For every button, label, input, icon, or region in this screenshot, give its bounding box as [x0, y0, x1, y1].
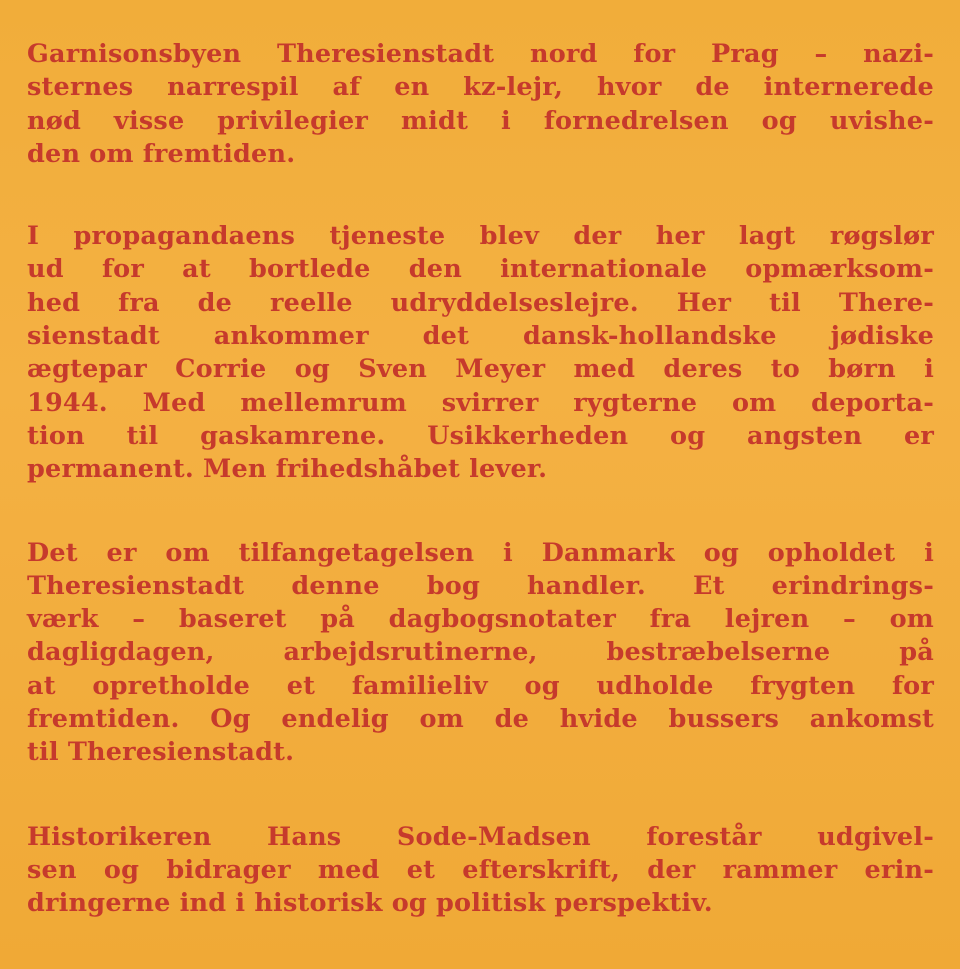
text-line: ud for at bortlede den internationale opmærksom-	[27, 254, 934, 285]
text-line: nød visse privilegier midt i fornedrelsen og uvishe-	[27, 105, 934, 136]
text-line: den om fremtiden.	[27, 138, 296, 169]
text-line: Theresienstadt denne bog handler. Et erindrings-	[27, 570, 934, 601]
text-line: sternes narrespil af en kz-lejr, hvor de internerede	[27, 72, 934, 103]
text-line: permanent. Men frihedshåbet lever.	[27, 454, 548, 485]
text-line: 1944. Med mellemrum svirrer rygterne om deporta-	[27, 387, 934, 418]
text-line: fremtiden. Og endelig om de hvide bussers ankomst	[27, 704, 934, 735]
text-line: hed fra de reelle udryddelseslejre. Her til There-	[27, 287, 934, 318]
text-line: sienstadt ankommer det dansk-hollandske jødiske	[27, 321, 934, 352]
paragraph-propaganda	[27, 220, 934, 486]
text-line: Det er om tilfangetagelsen i Danmark og opholdet i	[27, 537, 934, 568]
text-line: at opretholde et familieliv og udholde frygten for	[27, 670, 934, 701]
paragraph-historian	[27, 821, 934, 921]
text-line: sen og bidrager med et efterskrift, der rammer erin-	[27, 854, 934, 885]
text-line: til Theresienstadt.	[27, 737, 295, 768]
text-line: ægtepar Corrie og Sven Meyer med deres to børn i	[27, 354, 934, 385]
text-line: Garnisonsbyen Theresienstadt nord for Prag – nazi-	[27, 39, 934, 69]
text-line: dagligdagen, arbejdsrutinerne, bestræbelserne på	[27, 637, 934, 668]
paragraph-intro	[27, 38, 934, 171]
text-line: dringerne ind i historisk og politisk perspektiv.	[27, 888, 713, 919]
text-line: tion til gaskamrene. Usikkerheden og angsten er	[27, 420, 934, 451]
text-line: I propagandaens tjeneste blev der her lagt røgslør	[27, 221, 934, 252]
text-line: værk – baseret på dagbogsnotater fra lejren – om	[27, 604, 934, 635]
paragraph-book-content	[27, 537, 934, 770]
text-line: Historikeren Hans Sode-Madsen forestår udgivel-	[27, 821, 934, 852]
